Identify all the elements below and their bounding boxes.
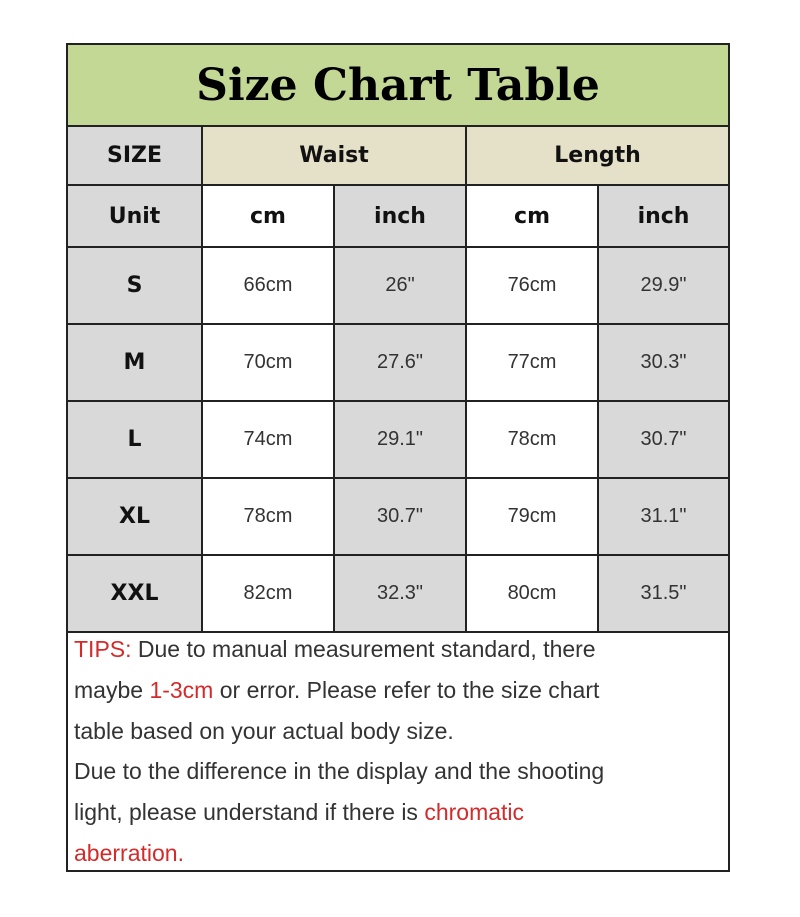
length-cm-cell: 79cm: [466, 478, 598, 555]
waist-inch-cell: 27.6": [334, 324, 466, 401]
header-row: [68, 127, 728, 185]
tips-line-4: Due to the difference in the display and the shooting: [74, 758, 605, 785]
waist-cm-cell: 74cm: [202, 401, 334, 478]
length-inch-cell: 29.9": [598, 247, 728, 324]
length-header: Length: [466, 127, 728, 185]
size-cell: L: [68, 401, 202, 478]
waist-cm-header: cm: [202, 185, 334, 247]
unit-row: [68, 185, 728, 247]
size-cell: XXL: [68, 555, 202, 632]
size-table: [68, 127, 728, 633]
tips-line-2: [74, 670, 724, 711]
table-row: [68, 478, 728, 555]
size-header: SIZE: [68, 127, 202, 185]
length-cm-header: cm: [466, 185, 598, 247]
tips-text: or error. Please refer to the size chart: [213, 676, 600, 703]
length-inch-cell: 30.3": [598, 324, 728, 401]
length-cm-cell: 80cm: [466, 555, 598, 632]
waist-inch-cell: 32.3": [334, 555, 466, 632]
size-cell: XL: [68, 478, 202, 555]
unit-label: Unit: [68, 185, 202, 247]
length-cm-cell: 77cm: [466, 324, 598, 401]
tips-line-6: aberration.: [74, 839, 184, 866]
waist-inch-cell: 30.7": [334, 478, 466, 555]
waist-inch-header: inch: [334, 185, 466, 247]
waist-inch-cell: 29.1": [334, 401, 466, 478]
tips-text: light, please understand if there is: [74, 799, 425, 826]
length-inch-header: inch: [598, 185, 728, 247]
table-row: [68, 324, 728, 401]
tips-chromatic: chromatic: [424, 799, 525, 826]
length-cm-cell: 78cm: [466, 401, 598, 478]
tips-line-1: [74, 629, 724, 670]
size-chart-frame: [66, 43, 730, 872]
tips-line-5: [74, 792, 724, 833]
waist-inch-cell: 26": [334, 247, 466, 324]
tips-range: 1-3cm: [149, 676, 214, 703]
waist-cm-cell: 66cm: [202, 247, 334, 324]
length-inch-cell: 31.1": [598, 478, 728, 555]
size-cell: M: [68, 324, 202, 401]
waist-cm-cell: 78cm: [202, 478, 334, 555]
table-row: [68, 247, 728, 324]
waist-cm-cell: 82cm: [202, 555, 334, 632]
tips-text: Due to manual measurement standard, there: [131, 636, 596, 662]
length-inch-cell: 31.5": [598, 555, 728, 632]
table-row: [68, 401, 728, 478]
waist-header: Waist: [202, 127, 466, 185]
waist-cm-cell: 70cm: [202, 324, 334, 401]
length-inch-cell: 30.7": [598, 401, 728, 478]
tips-text: maybe: [74, 676, 150, 703]
length-cm-cell: 76cm: [466, 247, 598, 324]
tips-label: TIPS:: [74, 636, 132, 662]
chart-title: Size Chart Table: [68, 45, 728, 127]
table-row: [68, 555, 728, 632]
tips-note: [74, 629, 724, 874]
size-cell: S: [68, 247, 202, 324]
tips-line-3: table based on your actual body size.: [74, 717, 454, 744]
